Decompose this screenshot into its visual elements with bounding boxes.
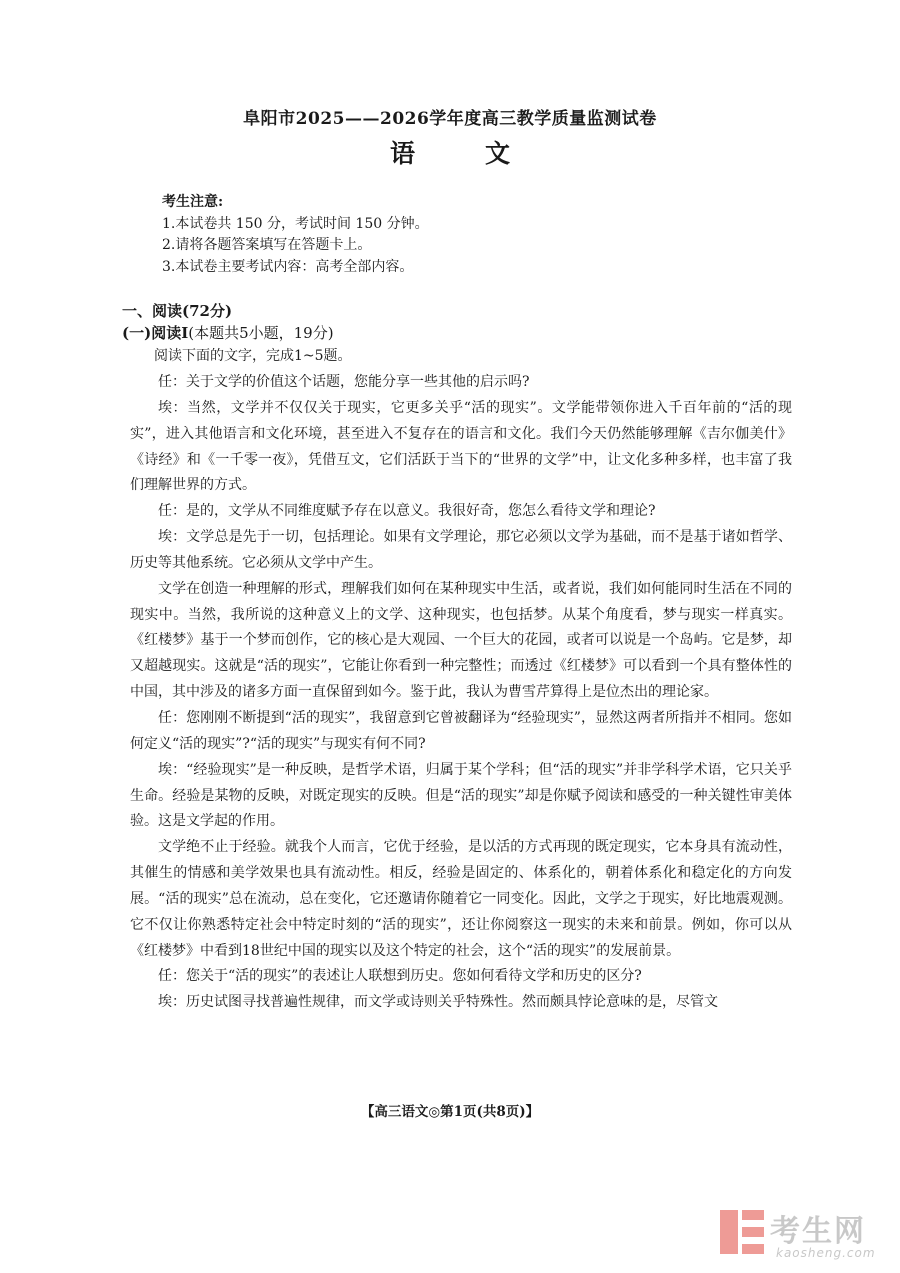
notice-heading: 考生注意:	[162, 194, 224, 210]
passage-paragraph: 任：您关于“活的现实”的表述让人联想到历史。您如何看待文学和历史的区分?	[158, 968, 642, 985]
notice-item: 3.本试卷主要考试内容：高考全部内容。	[162, 258, 414, 275]
site-watermark	[720, 1206, 890, 1262]
exam-title: 阜阳市2025——2026学年度高三教学质量监测试卷	[243, 109, 657, 129]
page-footer: 【高三语文◎第1页(共8页)】	[360, 1104, 540, 1120]
passage-paragraph: 埃：“经验现实”是一种反映，是哲学术语，归属于某个学科；但“活的现实”并非学科学术语，它只关乎生命。经验是某物的反映，对既定现实的反映。但是“活的现实”却是你赋予阅读和感受的一种关键性审美体验。这是文学起的作用。	[130, 761, 792, 830]
watermark-name: 考生网	[770, 1214, 866, 1249]
passage-paragraph: 文学绝不止于经验。就我个人而言，它优于经验，是以活的方式再现的既定现实，它本身具有流动性，其催生的情感和美学效果也具有流动性。相反，经验是固定的、体系化的，朝着体系化和稳定化的方向发展。“活的现实”总在流动，总在变化，它还邀请你随着它一同变化。因此，文学之于现实，好比地震观测。它不仅让你熟悉特定社会中特定时刻的“活的现实”，还让你阅察这一现实的未来和前景。例如，你可以从《红楼梦》中看到18世纪中国的现实以及这个特定的社会，这个“活的现实”的发展前景。	[130, 839, 792, 959]
subsection-label: (一)阅读Ⅰ	[122, 324, 189, 342]
site-logo-icon	[720, 1210, 764, 1254]
reading-passage	[130, 370, 792, 1016]
subsection-title	[122, 322, 334, 343]
candidate-notice	[162, 192, 429, 278]
passage-paragraph: 任：是的，文学从不同维度赋予存在以意义。我很好奇，您怎么看待文学和理论?	[158, 503, 656, 520]
passage-paragraph: 任：关于文学的价值这个话题，您能分享一些其他的启示吗?	[158, 374, 530, 390]
passage-paragraph: 埃：历史试图寻找普遍性规律，而文学或诗则关乎特殊性。然而颇具悖论意味的是，尽管文	[158, 994, 718, 1011]
passage-paragraph: 任：您刚刚不断提到“活的现实”，我留意到它曾被翻译为“经验现实”，显然这两者所指并不相同。您如何定义“活的现实”?“活的现实”与现实有何不同?	[130, 709, 792, 752]
passage-paragraph: 埃：文学总是先于一切，包括理论。如果有文学理论，那它必须以文学为基础，而不是基于诸如哲学、历史等其他系统。它必须从文学中产生。	[130, 529, 792, 571]
reading-instruction: 阅读下面的文字，完成1~5题。	[154, 348, 352, 364]
notice-item: 1.本试卷共 150 分，考试时间 150 分钟。	[162, 215, 429, 232]
notice-item: 2.请将各题答案填写在答题卡上。	[162, 237, 372, 253]
section-title: 一、阅读(72分)	[122, 302, 233, 320]
watermark-url: kaosheng.com	[776, 1246, 876, 1260]
subsection-detail: (本题共5小题，19分)	[188, 324, 334, 342]
passage-paragraph: 埃：当然，文学并不仅仅关于现实，它更多关乎“活的现实”。文学能带领你进入千百年前的“活的现实”，进入其他语言和文化环境，甚至进入不复存在的语言和文化。我们今天仍然能够理解《吉尔伽美什》《诗经》和《一千零一夜》，凭借互文，它们活跃于当下的“世界的文学”中，让文化多种多样，也丰富了我们理解世界的方式。	[130, 399, 792, 494]
subject-title: 语文	[389, 139, 580, 168]
passage-paragraph: 文学在创造一种理解的形式，理解我们如何在某种现实中生活，或者说，我们如何能同时生活在不同的现实中。当然，我所说的这种意义上的文学、这种现实，也包括梦。从某个角度看，梦与现实一样真实。《红楼梦》基于一个梦而创作，它的核心是大观园、一个巨大的花园，或者可以说是一个岛屿。它是梦，却又超越现实。这就是“活的现实”，它能让你看到一种完整性；而透过《红楼梦》可以看到一个具有整体性的中国，其中涉及的诸多方面一直保留到如今。鉴于此，我认为曹雪芹算得上是位杰出的理论家。	[130, 580, 792, 701]
